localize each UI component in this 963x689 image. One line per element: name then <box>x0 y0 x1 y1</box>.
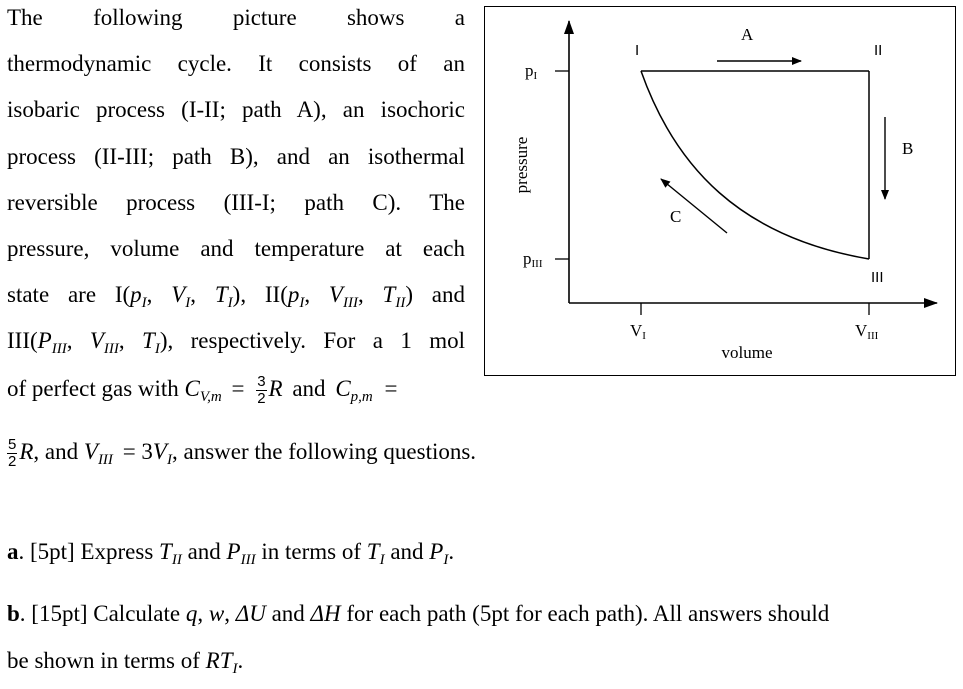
question-b <box>7 594 829 634</box>
sub: I <box>443 552 449 568</box>
intro-line-1 <box>7 0 465 41</box>
var: p <box>287 282 300 308</box>
text: . <box>448 539 455 564</box>
sub: I <box>232 661 238 677</box>
var: P <box>37 328 52 354</box>
p-sub: I <box>533 70 538 82</box>
sub: I <box>379 552 385 568</box>
fraction-five-halves <box>7 437 17 470</box>
sub: II <box>395 295 406 312</box>
intro-line-6: pressure, volume and temperature at each <box>7 235 465 261</box>
var: T <box>142 328 155 354</box>
cycle-diagram <box>484 6 956 376</box>
var: C <box>184 375 200 401</box>
v-sym: V <box>630 321 643 340</box>
numerator: 3 <box>257 372 266 390</box>
cycle-diagram-svg <box>485 7 957 377</box>
sub: I <box>299 295 305 312</box>
numerator: 5 <box>8 436 17 454</box>
state-list-a: state are $I(p_I$, $V_I$, $T_I$), $II(p_I$, $V_{III}$, $T_{II}$) and <box>7 282 466 312</box>
var: RT <box>205 648 233 673</box>
text: . <box>237 648 244 673</box>
var: P <box>226 539 241 564</box>
text: ), respectively. For a 1 mol <box>159 328 465 354</box>
text: and <box>292 375 326 401</box>
intro-line-3: isobaric process (I-II; path A), an isochoric <box>7 97 465 123</box>
text: state are I( <box>7 282 131 308</box>
path-c-label: C <box>670 207 682 226</box>
v-sym: V <box>855 321 868 340</box>
sub: III <box>342 295 358 312</box>
var: R <box>19 439 34 464</box>
path-b-label: B <box>902 139 914 158</box>
intro-line-2: thermodynamic cycle. It consists of an <box>7 51 465 77</box>
question-label: a <box>7 539 19 564</box>
question-b-line-2 <box>7 641 243 681</box>
text: of perfect gas with <box>7 375 179 401</box>
var: ΔU <box>235 601 266 626</box>
text: and <box>271 601 305 626</box>
intro-line-8: $III(P_{III}$, $V_{III}$, $T_I$), respectively. For a 1 mol <box>7 328 465 358</box>
state-1-label: I <box>635 42 640 59</box>
sub: I <box>185 295 191 312</box>
text: for each path (5pt for each path). All answers should <box>346 601 830 626</box>
sub: I <box>154 341 160 358</box>
intro-line-7 <box>7 272 465 318</box>
var: C <box>335 375 351 401</box>
text: ) and <box>405 282 466 308</box>
intro-paragraph <box>7 0 465 413</box>
p-sym: p <box>525 61 534 80</box>
text: = <box>384 375 398 401</box>
y-axis-label: pressure <box>512 136 531 194</box>
fraction-three-halves <box>256 374 266 407</box>
intro-line-9 <box>7 365 465 413</box>
p-sym: p <box>523 249 532 268</box>
v-sub: III <box>867 330 879 342</box>
text: = 3 <box>122 439 153 464</box>
sub: II <box>171 552 182 568</box>
path-c-curve <box>641 71 869 259</box>
state-3-label: III <box>871 269 884 286</box>
text: and <box>390 539 424 564</box>
var: p <box>130 282 142 308</box>
sub: I <box>166 452 172 468</box>
var: T <box>382 282 396 308</box>
var: T <box>366 539 380 564</box>
p-sub: III <box>531 258 543 270</box>
var: V <box>83 439 98 464</box>
sub: III <box>97 452 113 468</box>
word: shows <box>346 5 405 30</box>
text: , answer the following questions. <box>171 439 477 464</box>
word: The <box>7 5 43 30</box>
word: following <box>93 5 183 30</box>
x-axis-label: volume <box>721 343 773 362</box>
var: q <box>185 601 198 626</box>
sub: III <box>240 552 256 568</box>
text: , <box>197 601 204 626</box>
var: T <box>159 539 172 564</box>
intro-line-5: reversible process (III-I; path C). The <box>7 189 465 215</box>
text: III( <box>7 328 38 354</box>
var: V <box>328 282 343 308</box>
p-low-label <box>523 249 543 270</box>
sub: V,m <box>199 388 222 405</box>
text: in terms of <box>261 539 362 564</box>
var: P <box>429 539 444 564</box>
p-high-label <box>525 61 538 82</box>
v-low-label <box>630 321 646 342</box>
text: , and <box>33 439 79 464</box>
intro-line-10 <box>7 428 476 476</box>
text: be shown in terms of <box>7 648 200 673</box>
var: V <box>152 439 167 464</box>
sub: p,m <box>350 388 373 405</box>
path-a-label: A <box>741 25 754 44</box>
state-2-label: II <box>874 42 883 59</box>
word: a <box>454 5 465 30</box>
var: ΔH <box>310 601 341 626</box>
question-a <box>7 532 454 572</box>
sub: I <box>141 295 147 312</box>
text: = <box>231 375 245 401</box>
word: picture <box>232 5 297 30</box>
text: , <box>224 601 230 626</box>
denominator: 2 <box>8 453 17 471</box>
sub: III <box>103 341 119 358</box>
var: R <box>268 375 283 401</box>
denominator: 2 <box>257 389 266 407</box>
question-label: b <box>7 601 20 626</box>
intro-line-4: process (II-III; path B), and an isothermal <box>7 143 465 169</box>
v-sub: I <box>642 330 646 342</box>
sub: III <box>51 341 67 358</box>
text: . [15pt] Calculate <box>19 601 181 626</box>
sub: I <box>227 295 233 312</box>
v-high-label <box>855 321 879 342</box>
text: and <box>187 539 221 564</box>
var: V <box>89 328 104 354</box>
text: ), II( <box>232 282 288 308</box>
var: V <box>171 282 186 308</box>
text: . [5pt] Express <box>18 539 154 564</box>
var: T <box>214 282 228 308</box>
var: w <box>208 601 225 626</box>
